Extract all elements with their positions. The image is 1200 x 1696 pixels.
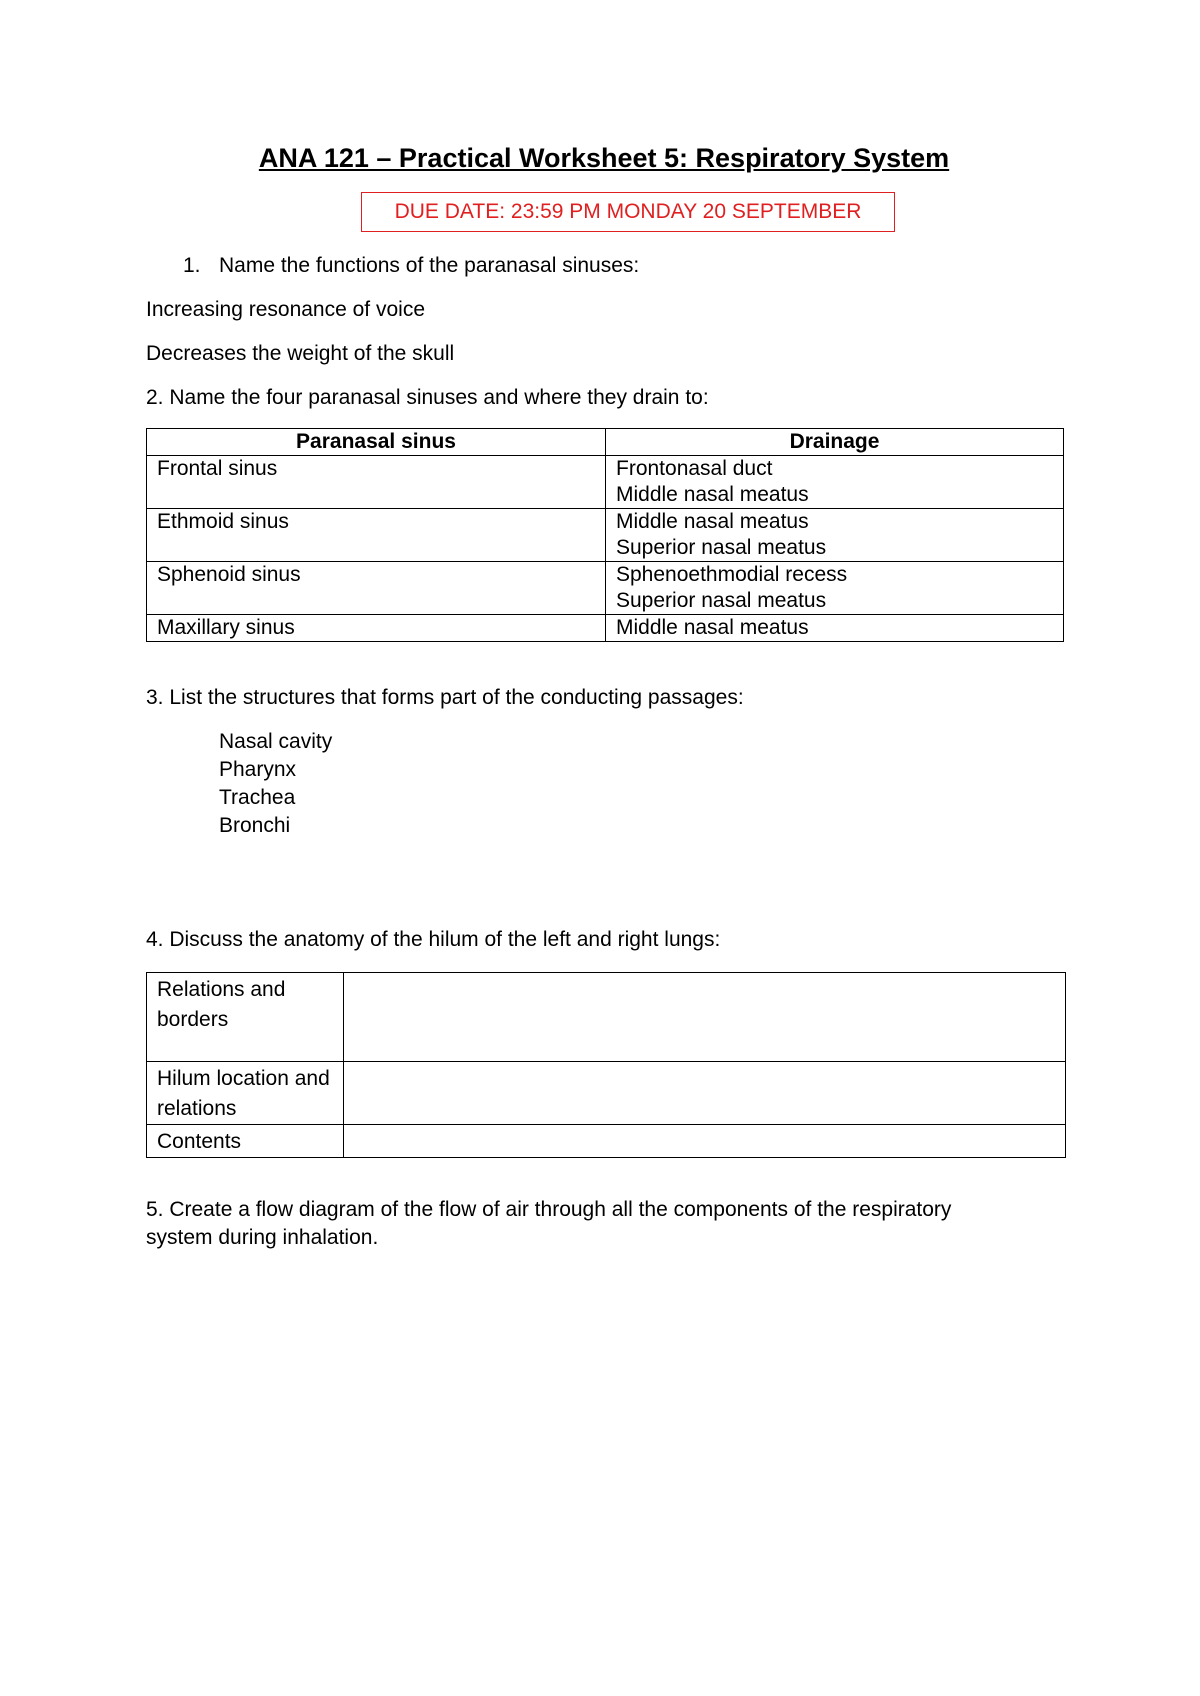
q2-question: 2. Name the four paranasal sinuses and where they drain to: xyxy=(146,386,709,409)
drainage-cell xyxy=(606,615,1064,642)
hilum-table xyxy=(146,972,1066,1158)
header-drainage: Drainage xyxy=(606,429,1064,456)
answer-cell[interactable] xyxy=(344,1125,1066,1158)
drainage-line: Middle nasal meatus xyxy=(616,616,809,639)
list-item: Trachea xyxy=(219,786,296,809)
q4-question: 4. Discuss the anatomy of the hilum of the left and right lungs: xyxy=(146,928,721,951)
row-label: Relations and borders xyxy=(147,973,344,1062)
drainage-line: Superior nasal meatus xyxy=(616,536,827,559)
due-date-box: DUE DATE: 23:59 PM MONDAY 20 SEPTEMBER xyxy=(361,192,895,232)
sinus-cell: Frontal sinus xyxy=(147,456,606,509)
list-item: Bronchi xyxy=(219,814,291,837)
drainage-line: Sphenoethmodial recess xyxy=(616,563,848,586)
table-row xyxy=(147,509,1064,562)
table-row xyxy=(147,1125,1066,1158)
row-label: Contents xyxy=(147,1125,344,1158)
table-row xyxy=(147,1062,1066,1125)
drainage-line: Middle nasal meatus xyxy=(616,483,809,506)
table-row xyxy=(147,615,1064,642)
drainage-cell xyxy=(606,562,1064,615)
sinus-table xyxy=(146,428,1064,642)
drainage-cell xyxy=(606,456,1064,509)
header-paranasal-sinus: Paranasal sinus xyxy=(147,429,606,456)
table-row xyxy=(147,456,1064,509)
q3-question: 3. List the structures that forms part of the conducting passages: xyxy=(146,686,744,709)
answer-cell[interactable] xyxy=(344,973,1066,1062)
list-item: Pharynx xyxy=(219,758,297,781)
drainage-cell xyxy=(606,509,1064,562)
list-item: Nasal cavity xyxy=(219,730,333,753)
q1-question: Name the functions of the paranasal sinuses: xyxy=(219,254,640,277)
answer-cell[interactable] xyxy=(344,1062,1066,1125)
sinus-cell: Sphenoid sinus xyxy=(147,562,606,615)
row-label: Hilum location and relations xyxy=(147,1062,344,1125)
q5-question-line-1: 5. Create a flow diagram of the flow of air through all the components of the respiratory xyxy=(146,1198,952,1221)
sinus-cell: Ethmoid sinus xyxy=(147,509,606,562)
q1-answer-2: Decreases the weight of the skull xyxy=(146,342,455,365)
table-header-row xyxy=(147,429,1064,456)
q1-number: 1. xyxy=(183,254,201,277)
q1-answer-1: Increasing resonance of voice xyxy=(146,298,425,321)
page-title: ANA 121 – Practical Worksheet 5: Respiratory System xyxy=(258,143,950,173)
drainage-line: Superior nasal meatus xyxy=(616,589,827,612)
drainage-line: Frontonasal duct xyxy=(616,457,773,480)
table-row xyxy=(147,562,1064,615)
sinus-cell: Maxillary sinus xyxy=(147,615,606,642)
table-row xyxy=(147,973,1066,1062)
q5-question-line-2: system during inhalation. xyxy=(146,1226,379,1249)
drainage-line: Middle nasal meatus xyxy=(616,510,809,533)
